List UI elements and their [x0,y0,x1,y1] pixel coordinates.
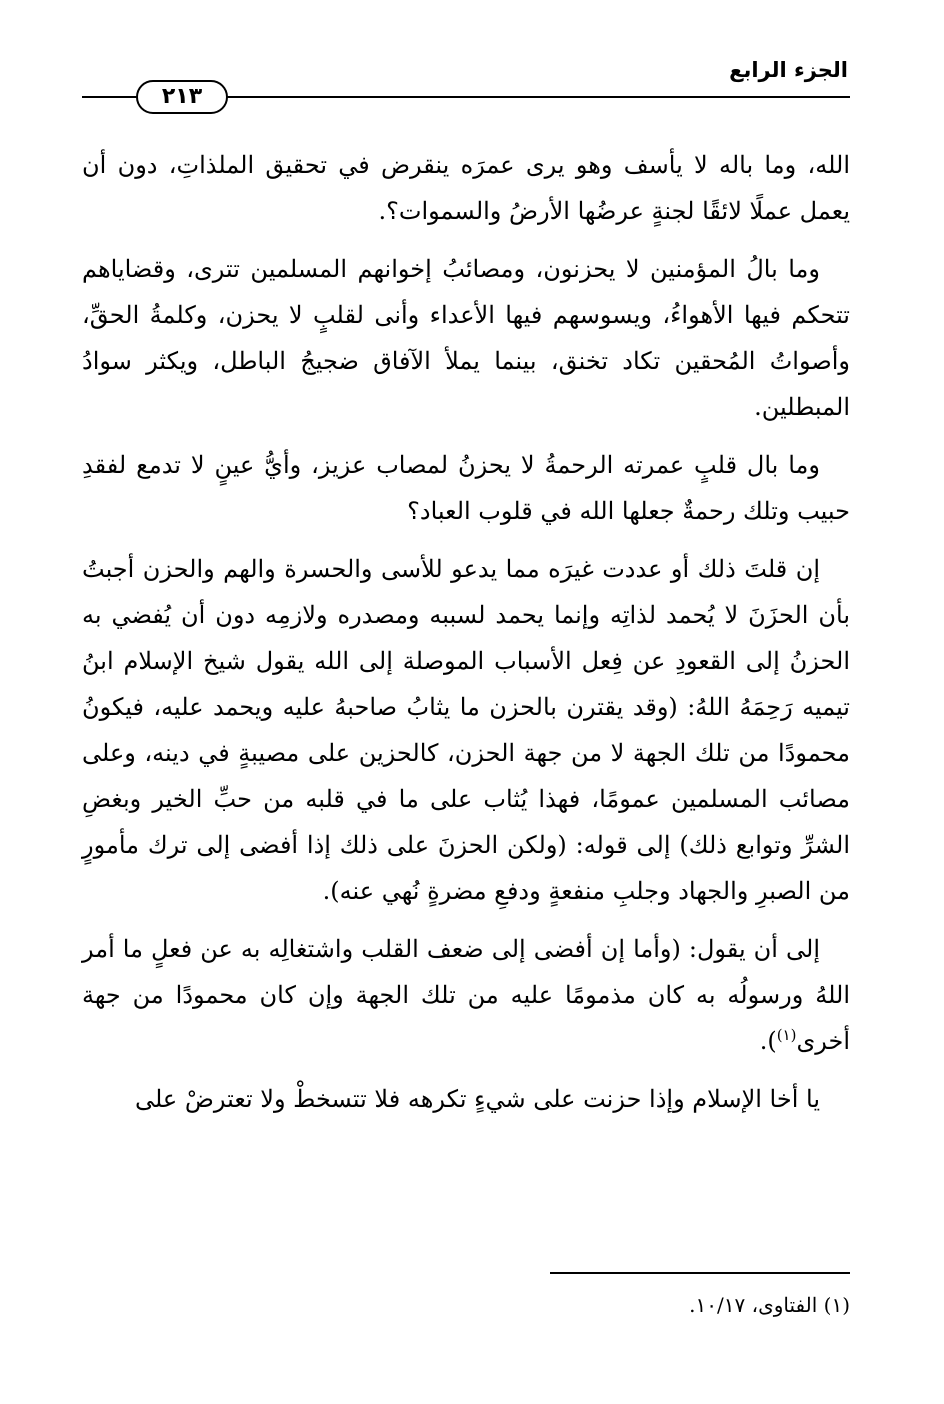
footnote-reference[interactable]: (١) [776,1026,797,1044]
line: الشرِّ وتوابع ذلك) إلى قوله: (ولكن الحزنَ على ذلك إذا أفضى إلى ترك مأمورٍ [82,831,850,859]
page-number: ٢١٣ [136,80,228,114]
line: وما بال قلبٍ عمرته الرحمةُ لا يحزنُ لمصاب عزيز، وأيُّ عينٍ لا تدمع لفقدِ [82,451,820,479]
line: يعمل عملًا لائقًا لجنةٍ عرضُها الأرضُ والسموات؟. [378,197,850,225]
paragraph-1 [82,142,850,234]
paragraph-4 [82,546,850,914]
line: حبيب وتلك رحمةٌ جعلها الله في قلوب العباد؟ [407,497,850,525]
line: إلى أن يقول: (وأما إن أفضى إلى ضعف القلب واشتغالِه به عن فعلٍ ما أمر [82,935,820,963]
line: محمودًا من تلك الجهة لا من جهة الحزن، كالحزين على مصيبةٍ في دينه، وعلى [82,739,850,767]
line-tail: ). [759,1027,777,1055]
line: وما بالُ المؤمنين لا يحزنون، ومصائبُ إخوانهم المسلمين تترى، وقضاياهم [82,255,820,283]
paragraph-2 [82,246,850,430]
line: مصائب المسلمين عمومًا، فهذا يُثاب على ما في قلبه من حبِّ الخير وبغضِ [82,785,850,813]
line: من الصبرِ والجهاد وجلبِ منفعةٍ ودفعِ مضرةٍ نُهي عنه). [322,877,850,905]
line: يا أخا الإسلام وإذا حزنت على شيءٍ تكرهه فلا تتسخطْ ولا تعترضْ على [134,1085,820,1113]
line: سوادُ المبطلين. [82,347,850,421]
paragraph-5 [82,926,850,1064]
line: اللهُ ورسولُه به كان مذمومًا عليه من تلك الجهة وإن كان محمودًا من جهة [82,981,850,1009]
running-head-title: الجزء الرابع [729,58,848,82]
line: الله، وما باله لا يأسف وهو يرى عمرَه ينقرض في تحقيق الملذاتِ، دون أن [82,151,851,179]
line: بأن الحزَنَ لا يُحمد لذاتِه وإنما يحمد لسببه ومصدره ولازمِه دون أن يُفضي به [82,601,851,629]
footnote: (١) الفتاوى، ١٠/١٧. [689,1293,850,1317]
line: الحقِّ، وأصواتُ المُحقين تكاد تخنق، بينما يملأ الآفاق ضجيجُ الباطل، ويكثر [82,301,850,375]
paragraph-3 [82,442,850,534]
line: أخرى [796,1027,850,1055]
body-text [82,142,850,1134]
line: إن قلتَ ذلك أو عددت غيرَه مما يدعو للأسى والحسرة والهم والحزن أجبتُ [82,555,820,583]
line: تتحكم فيها الأهواءُ، ويسوسهم فيها الأعداء وأنى لقلبٍ لا يحزن، وكلمةُ [149,301,850,329]
paragraph-6 [82,1076,850,1122]
line: الحزنُ إلى القعودِ عن فِعل الأسباب الموصلة إلى الله يقول شيخ الإسلام [123,647,850,675]
footnote-rule [550,1272,850,1274]
line: ابنُ تيميه رَحِمَهُ اللهُ: (وقد يقترن بالحزن ما يثابُ صاحبهُ عليه ويحمد عليه، فيكونُ [82,647,850,721]
